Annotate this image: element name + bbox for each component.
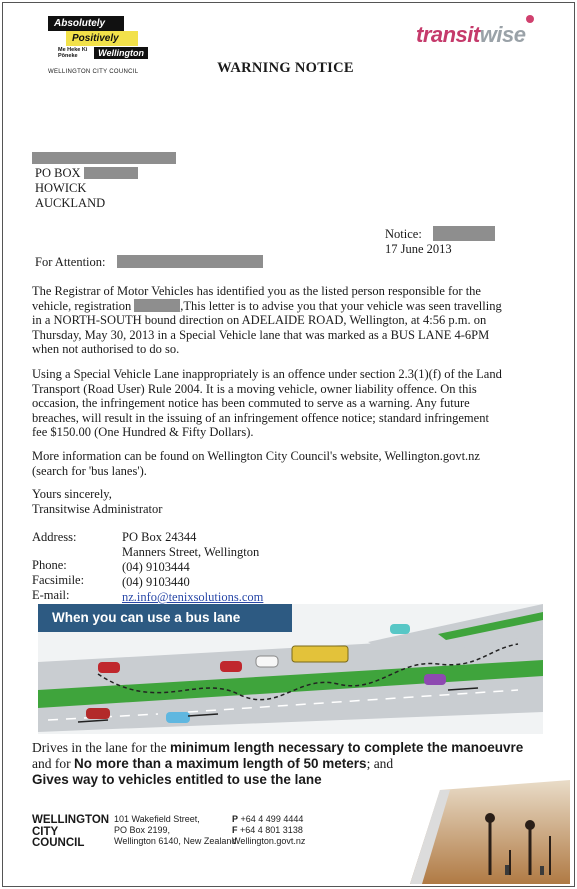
logo-line-2: Positively — [66, 31, 138, 46]
contact-values: PO Box 24344 Manners Street, Wellington (04) 9103444 (04) 9103440 nz.info@tenixsolutions.com — [122, 530, 264, 604]
redacted-registration — [134, 299, 180, 312]
signoff: Yours sincerely, Transitwise Administrator — [32, 487, 163, 516]
drives-paragraph: Drives in the lane for the minimum length necessary to complete the manoeuvre and for No more than a maximum length of 50 meters; and Gives way to vehicles entitled to use the lane — [32, 740, 524, 787]
paragraph-offence: Using a Special Vehicle Lane inappropriately is an offence under section 2.3(1)(f) of the Land Transport (Road User) Rule 2004. It is a moving vehicle, owner liability offence. On this occasion, the infringement notice has been commuted to serve as a warning. Any future breaches, will result in the issuing of an infringement offence notice; standard infringement fee $150.00 (One Hundred & Fifty Dollars). — [32, 367, 502, 440]
redacted-po-box — [84, 167, 138, 179]
transitwise-logo: transitwise — [416, 22, 525, 48]
bus-lane-banner: When you can use a bus lane — [38, 604, 292, 632]
wcc-footer-logo: WELLINGTON CITY COUNCIL — [32, 814, 110, 849]
document-title: WARNING NOTICE — [217, 60, 354, 76]
redacted-notice-number — [433, 226, 495, 241]
contact-labels: Address: Phone: Facsimile: E-mail: — [32, 530, 85, 602]
email-link[interactable]: nz.info@tenixsolutions.com — [122, 590, 264, 604]
logo-line-4: WELLINGTON CITY COUNCIL — [48, 69, 139, 75]
waterfront-sculpture-photo — [380, 780, 570, 884]
paragraph-more-info: More information can be found on Wellington City Council's website, Wellington.govt.nz (search for 'bus lanes'). — [32, 449, 480, 478]
car-icon — [220, 661, 242, 672]
notice-block: Notice: 17 June 2013 — [385, 226, 495, 257]
car-icon — [86, 708, 110, 719]
paragraph-registrar: The Registrar of Motor Vehicles has identified you as the listed person responsible for the vehicle, registration ,This letter is to advise you that your vehicle was seen travelling in a NORTH-SOUTH bound direction on ADELAIDE ROAD, Wellington, at 4:56 p.m. on Thursday, May 30, 2013 in a Special Vehicle lane that was marked as a BUS LANE 4-6PM when not authorised to do so. — [32, 284, 502, 357]
logo-line-1: Absolutely — [48, 16, 124, 31]
logo-dot — [526, 15, 534, 23]
redacted-name — [32, 152, 176, 164]
attention-line: For Attention: — [35, 255, 263, 270]
car-icon — [98, 662, 120, 673]
footer-address: 101 Wakefield Street, PO Box 2199, Wellington 6140, New Zealand — [114, 814, 237, 846]
redacted-attention-name — [117, 255, 263, 268]
car-icon — [256, 656, 278, 667]
car-icon — [166, 712, 190, 723]
recipient-address: PO BOX HOWICK AUCKLAND — [35, 166, 138, 211]
logo-line-3: Me Heke Ki Pōneke Wellington — [54, 46, 152, 60]
car-icon — [390, 624, 410, 634]
footer-contact: P +64 4 499 4444 F +64 4 801 3138 Wellington.govt.nz — [232, 814, 306, 846]
bus-icon — [292, 646, 348, 662]
car-icon — [424, 674, 446, 685]
